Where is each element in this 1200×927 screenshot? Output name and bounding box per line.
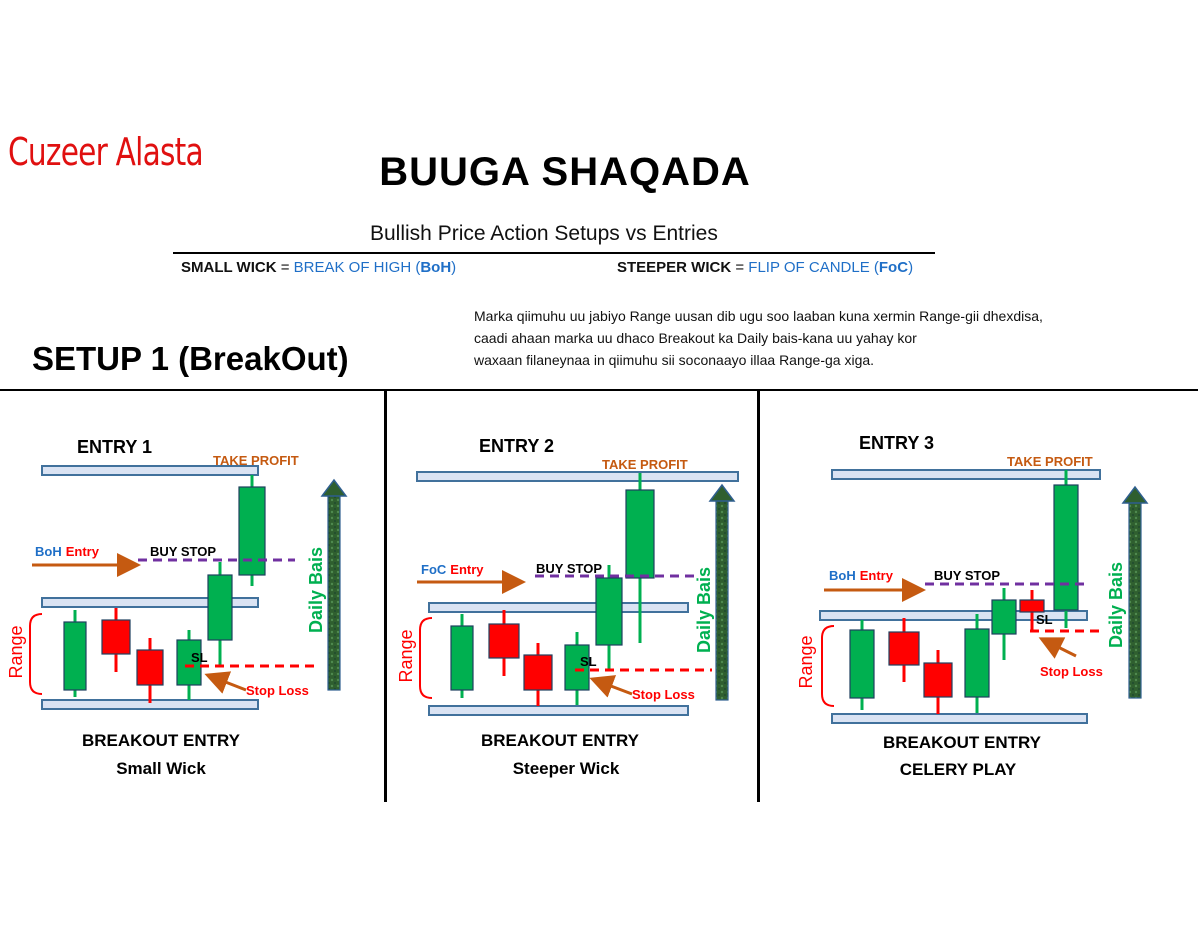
bearish-candle — [889, 632, 919, 665]
entry-title: ENTRY 3 — [859, 433, 935, 453]
brand-name: Cuzeer Alasta — [8, 130, 203, 174]
caption-title: BREAKOUT ENTRY — [81, 731, 241, 750]
definition-abbr: FoC — [878, 259, 909, 276]
bearish-candle — [489, 624, 519, 658]
definition-meaning: BREAK OF HIGH ( — [293, 259, 421, 276]
entry-word: Entry — [65, 544, 99, 559]
take-profit-label: TAKE PROFIT — [602, 457, 688, 472]
bearish-candle — [524, 655, 552, 690]
definition-close: ) — [451, 259, 457, 276]
take-profit-level — [417, 472, 738, 481]
bullish-candle — [992, 600, 1016, 634]
daily-bias-label: Daily Bais — [306, 546, 326, 634]
description-line: caadi ahaan marka uu dhaco Breakout ka Daily bais-kana uu yahay kor — [474, 330, 917, 346]
definition-eq: = — [731, 259, 749, 276]
entry-title: ENTRY 2 — [479, 436, 555, 456]
range-high-level — [429, 603, 688, 612]
daily-bias-arrowhead — [322, 480, 346, 496]
entry-label — [35, 544, 100, 559]
range-label: Range — [796, 635, 816, 689]
bearish-candle — [102, 620, 130, 654]
caption-title: BREAKOUT ENTRY — [882, 733, 1042, 752]
page-title: BUUGA SHAQADA — [379, 150, 751, 194]
bearish-candle — [1020, 600, 1044, 612]
take-profit-level — [832, 470, 1100, 479]
setup-title: SETUP 1 (BreakOut) — [32, 340, 349, 377]
range-label: Range — [396, 629, 416, 683]
description-line: waxaan filaneynaa in qiimuhu sii soconaayo illaa Range-ga xiga. — [474, 352, 875, 368]
stop-loss-label: Stop Loss — [246, 683, 309, 698]
definition-term: SMALL WICK — [181, 259, 277, 276]
range-low-level — [429, 706, 688, 715]
daily-bias-arrowhead — [710, 485, 734, 501]
range-low-level — [832, 714, 1087, 723]
bullish-candle — [596, 578, 622, 645]
stop-loss-label: Stop Loss — [632, 687, 695, 702]
entry-title: ENTRY 1 — [77, 437, 153, 457]
bullish-candle — [64, 622, 86, 690]
bullish-candle — [626, 490, 654, 578]
buy-stop-label: BUY STOP — [150, 544, 216, 559]
definition-meaning: FLIP OF CANDLE ( — [748, 259, 879, 276]
setup-panel-3 — [796, 433, 1147, 779]
setup-panel-2 — [396, 436, 738, 778]
definition-term: STEEPER WICK — [617, 259, 732, 276]
setup-panel-1 — [6, 437, 346, 778]
stop-loss-arrow — [595, 680, 632, 694]
buy-stop-label: BUY STOP — [536, 561, 602, 576]
bearish-candle — [137, 650, 163, 685]
range-bracket — [30, 614, 42, 694]
buy-stop-label: BUY STOP — [934, 568, 1000, 583]
definition-eq: = — [276, 259, 294, 276]
sl-label: SL — [1036, 612, 1053, 627]
entry-label — [421, 562, 484, 577]
caption-subtitle: CELERY PLAY — [899, 760, 1017, 779]
bullish-candle — [451, 626, 473, 690]
stop-loss-arrow — [210, 676, 246, 690]
bullish-candle — [208, 575, 232, 640]
entry-type: BoH — [829, 568, 856, 583]
daily-bias-arrow-shaft — [716, 499, 728, 700]
description-line: Marka qiimuhu uu jabiyo Range uusan dib ugu soo laaban kuna xermin Range-gii dhexdisa, — [474, 308, 1043, 324]
definition-close: ) — [908, 259, 914, 276]
sl-label: SL — [580, 654, 597, 669]
stop-loss-label: Stop Loss — [1040, 664, 1103, 679]
entry-type: BoH — [35, 544, 62, 559]
stop-loss-arrow — [1044, 640, 1076, 656]
daily-bias-label: Daily Bais — [1106, 561, 1126, 649]
subtitle: Bullish Price Action Setups vs Entries — [370, 222, 718, 245]
take-profit-label: TAKE PROFIT — [1007, 454, 1093, 469]
caption-subtitle: Steeper Wick — [512, 759, 620, 778]
sl-label: SL — [191, 650, 208, 665]
range-bracket — [420, 618, 432, 698]
take-profit-label: TAKE PROFIT — [213, 453, 299, 468]
daily-bias-label: Daily Bais — [694, 566, 714, 654]
range-label: Range — [6, 625, 26, 679]
bullish-candle — [850, 630, 874, 698]
bullish-candle — [965, 629, 989, 697]
bullish-candle — [239, 487, 265, 575]
range-bracket — [822, 626, 834, 706]
entry-type: FoC — [421, 562, 447, 577]
bullish-candle — [1054, 485, 1078, 610]
entry-word: Entry — [450, 562, 484, 577]
daily-bias-arrow-shaft — [328, 494, 340, 690]
daily-bias-arrowhead — [1123, 487, 1147, 503]
caption-subtitle: Small Wick — [116, 759, 206, 778]
entry-label — [829, 568, 894, 583]
entry-word: Entry — [859, 568, 893, 583]
bearish-candle — [924, 663, 952, 697]
caption-title: BREAKOUT ENTRY — [480, 731, 640, 750]
daily-bias-arrow-shaft — [1129, 501, 1141, 698]
definition-abbr: BoH — [420, 259, 452, 276]
